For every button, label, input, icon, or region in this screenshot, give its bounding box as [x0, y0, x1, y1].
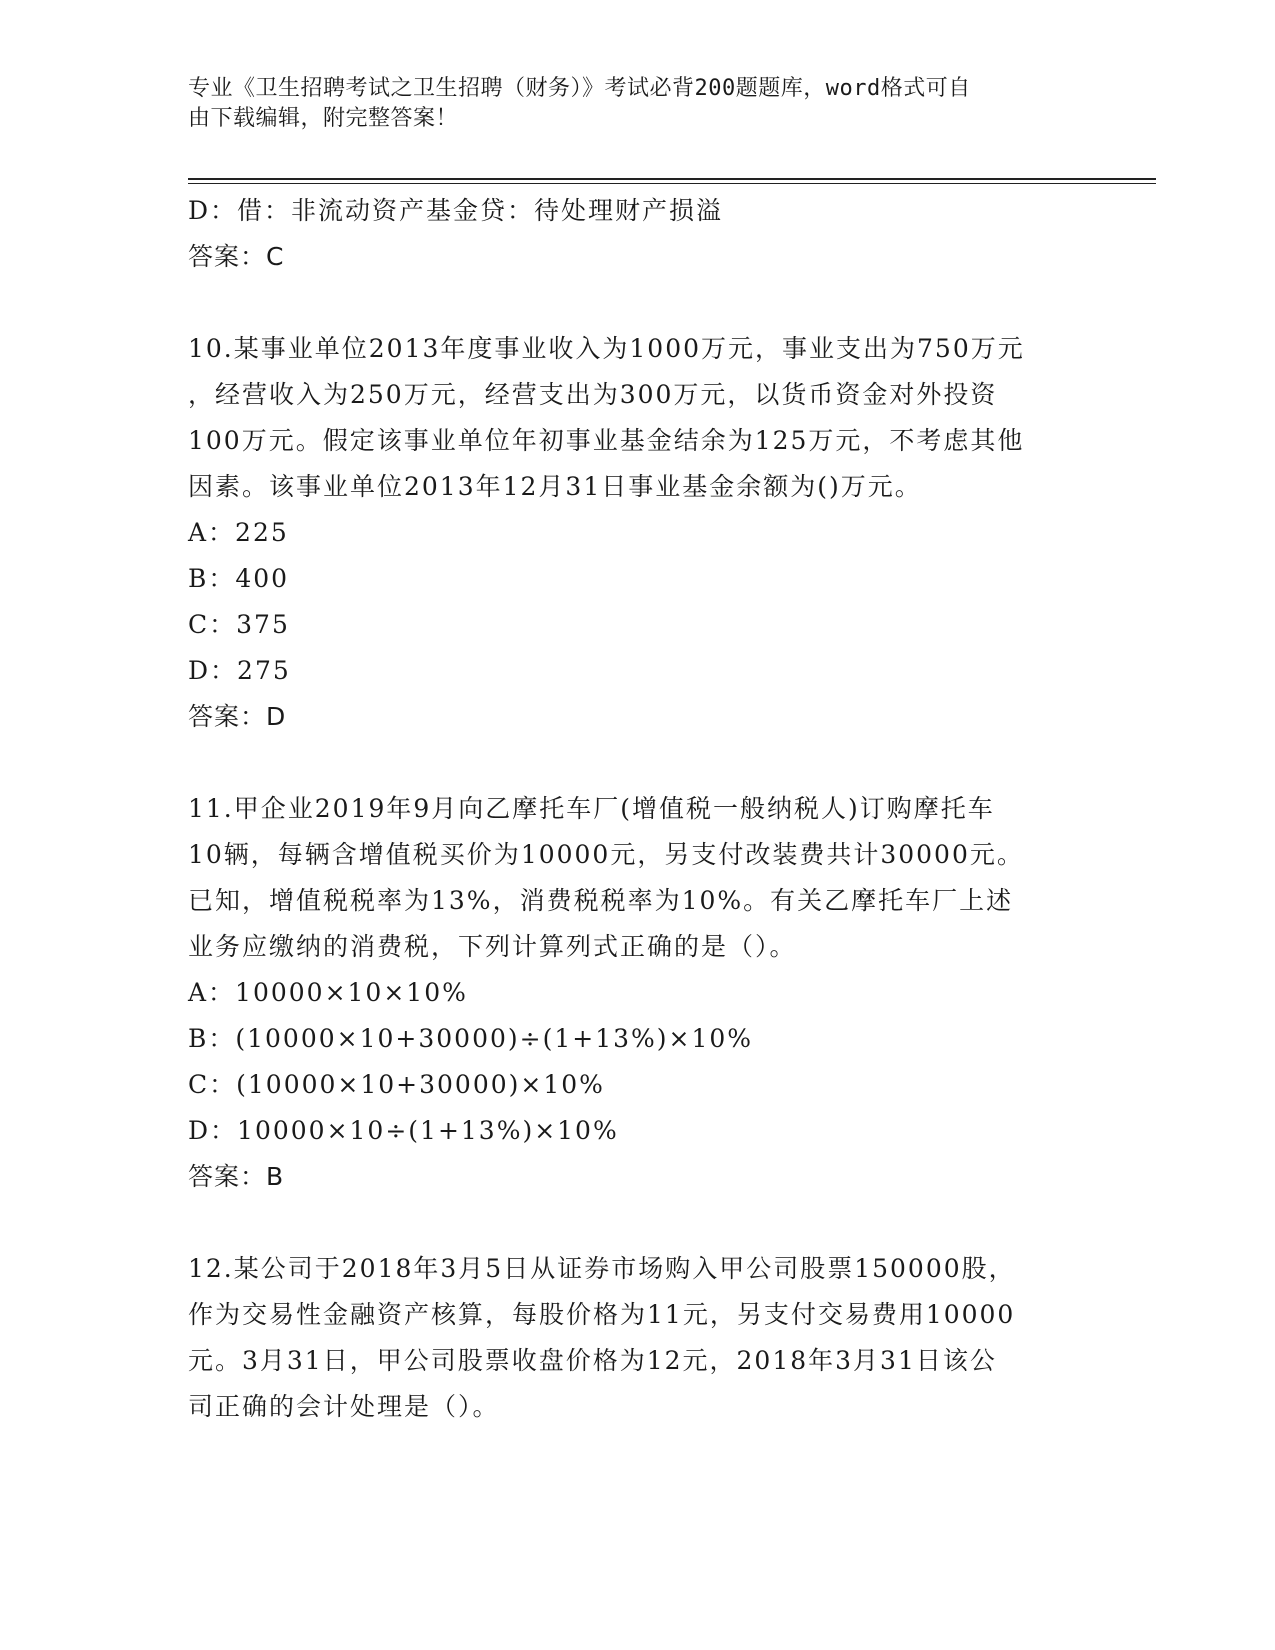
- spacer: [188, 740, 1088, 786]
- question-text-line: 10辆，每辆含增值税买价为10000元，另支付改装费共计30000元。: [188, 840, 1024, 869]
- document-body: [188, 188, 1088, 1430]
- question-text-line: 因素。该事业单位2013年12月31日事业基金余额为()万元。: [188, 472, 922, 501]
- option-d: D：275: [188, 656, 291, 685]
- option-d: D：借：非流动资产基金贷：待处理财产损溢: [188, 196, 724, 225]
- option-a: A：225: [188, 518, 289, 547]
- document-header: [188, 74, 1068, 134]
- question-text-line: 11.甲企业2019年9月向乙摩托车厂(增值税一般纳税人)订购摩托车: [188, 794, 995, 823]
- header-divider-thick: [188, 178, 1156, 180]
- question-text-line: 业务应缴纳的消费税，下列计算列式正确的是（）。: [188, 932, 797, 961]
- question-text-line: 作为交易性金融资产核算，每股价格为11元，另支付交易费用10000: [188, 1300, 1016, 1329]
- option-b: B：400: [188, 564, 290, 593]
- answer-line: 答案：C: [188, 242, 285, 271]
- header-line-2: 由下载编辑，附完整答案！: [188, 106, 459, 131]
- spacer: [188, 1200, 1088, 1246]
- question-11: [188, 786, 1088, 1200]
- answer-line: 答案：D: [188, 702, 287, 731]
- option-c: C：375: [188, 610, 290, 639]
- option-c: C：(10000×10+30000)×10%: [188, 1070, 605, 1099]
- question-text-line: 10.某事业单位2013年度事业收入为1000万元，事业支出为750万元: [188, 334, 1025, 363]
- option-a: A：10000×10×10%: [188, 978, 468, 1007]
- header-divider-thin: [188, 183, 1156, 184]
- option-d: D：10000×10÷(1+13%)×10%: [188, 1116, 619, 1145]
- question-text-line: 已知，增值税税率为13%，消费税税率为10%。有关乙摩托车厂上述: [188, 886, 1014, 915]
- option-b: B：(10000×10+30000)÷(1+13%)×10%: [188, 1024, 754, 1053]
- question-12: [188, 1246, 1088, 1430]
- question-10: [188, 326, 1088, 740]
- question-text-line: 司正确的会计处理是（）。: [188, 1392, 500, 1421]
- previous-question-tail: [188, 188, 1088, 280]
- answer-line: 答案：B: [188, 1162, 285, 1191]
- question-text-line: 100万元。假定该事业单位年初事业基金结余为125万元，不考虑其他: [188, 426, 1025, 455]
- question-text-line: ，经营收入为250万元，经营支出为300万元，以货币资金对外投资: [188, 380, 998, 409]
- spacer: [188, 280, 1088, 326]
- question-text-line: 元。3月31日，甲公司股票收盘价格为12元，2018年3月31日该公: [188, 1346, 997, 1375]
- question-text-line: 12.某公司于2018年3月5日从证券市场购入甲公司股票150000股，: [188, 1254, 1016, 1283]
- header-line-1: 专业《卫生招聘考试之卫生招聘（财务）》考试必背200题题库，word格式可自: [188, 76, 971, 101]
